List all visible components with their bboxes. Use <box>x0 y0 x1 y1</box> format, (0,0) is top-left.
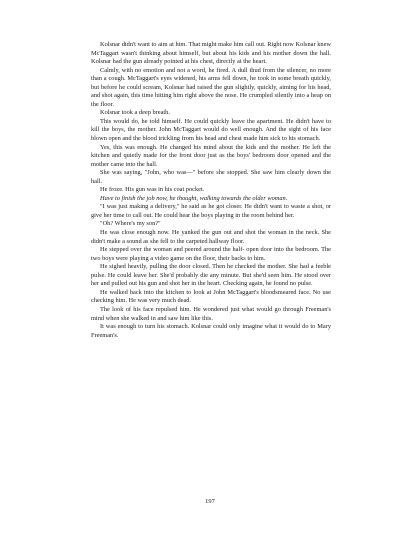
paragraph: Calmly, with no emotion and not a word, he fired. A dull thud from the silencer, no more than a cough. McTaggart's eyes widened, his arms fell down, he took in some breath quickly, but before he could scream, Kolsnar had raised the gun slightly, quickly, aiming for his head, and shot again, this time hitting him right above the nose. He crumpled silently into a heap on the floor. <box>91 66 331 108</box>
paragraph: He stepped over the woman and peered around the half- open door into the bedroom. The two boys were playing a video game on the floor, their backs to him. <box>91 246 331 262</box>
paragraph: Yes, this was enough. He changed his mind about the kids and the mother. He left the kitchen and quietly made for the front door just as the boys' bedroom door opened and the mother came into the hall. <box>91 143 331 168</box>
body-text <box>91 41 331 340</box>
paragraph: He froze. His gun was in his coat pocket. <box>100 186 205 194</box>
paragraph: He sighed heavily, pulling the door closed. Then he checked the mother. She had a feeble pulse. He could leave her. She'd probably die any minute. But she'd seen him. He stood over her and pulled out his gun and shot her in the heart. Checking again, he found no pulse. <box>91 263 331 288</box>
paragraph: Kolsnar took a deep breath. <box>100 109 170 117</box>
paragraph: This would do, he told himself. He could quickly leave the apartment. He didn't have to kill the boys, the mother. John McTaggart would do well enough. And the sight of his face blown open and the blood trickling from his head and chest made him sick to his stomach. <box>91 117 331 143</box>
paragraph: He was close enough now. He yanked the gun out and shot the woman in the neck. She didn't make a sound as she fell to the carpeted hallway floor. <box>91 229 331 245</box>
paragraph: The look of his face repulsed him. He wondered just what would go through Freeman's mind when she walked in and saw him like this. <box>91 305 331 322</box>
paragraph-italic: Have to finish the job now, he thought, walking towards the older woman. <box>100 194 288 202</box>
paragraph: She was saying, "John, who was—" before she stopped. She saw him clearly down the hall. <box>91 169 331 185</box>
paragraph: Kolsnar didn't want to aim at him. That might make him call out. Right now Kolsnar knew McTaggart wasn't thinking about himself, but about his kids and his mother down the hall. Kolsnar had the gun already pointed at his chest, directly at the heart. <box>91 41 331 66</box>
paragraph: It was enough to turn his stomach. Kolsnar could only imagine what it would do to Mary Freeman's. <box>91 323 331 339</box>
paragraph: "I was just making a delivery," he said as he got closer. He didn't want to waste a shot, or give her time to call out. He could hear the boys playing in the room behind her. <box>91 203 331 219</box>
paragraph: "Oh? Where's my son?" <box>100 220 161 228</box>
paragraph: He walked back into the kitchen to look at John McTaggart's bloodsmeared face. No use checking him. He was very much dead. <box>91 288 331 305</box>
page-number: 197 <box>205 498 215 505</box>
